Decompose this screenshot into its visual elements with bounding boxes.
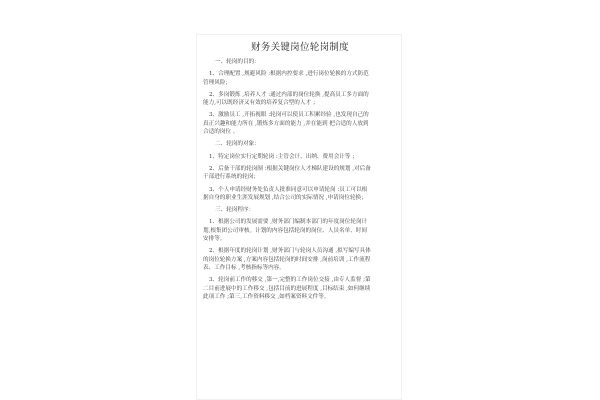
document-line: 1、根据公司的发展需要 ,财务部门编制本部门的年度岗位轮岗计: [209, 219, 368, 226]
document-line: 合适的岗位 。: [203, 129, 239, 136]
document-line: 1、特定岗位实行定期轮岗 :主管会计、出纳、费用会计等 ；: [209, 153, 358, 160]
document-line: 真正兴趣和能力所在 ,锻炼多方面的能力 ,并在能到 把合适的人放到: [203, 120, 369, 127]
document-line: 此项工作 ;第三,工作资料移交 ,如档案资料文件等。: [203, 293, 330, 300]
document-line: 3、激励员工 ,开拓视眼 :轮岗可以使员工积累经验 ,也发现自己的: [209, 112, 369, 119]
document-line: 1、合理配置 ,规避风险 :根据内控要求 ,进行岗位轮换的方式防范: [209, 71, 369, 78]
document-line: 3、个人申请经财务处负责人批准同意可以申请轮岗 :员工可以根: [209, 186, 368, 193]
document-line: 二、轮岗的对象：: [215, 141, 260, 148]
document-line: 一、轮岗的目的：: [215, 59, 260, 65]
document-line: 划,根集团公司审核。计划的内容包括轮岗的岗位、人员名单、时间: [203, 227, 367, 234]
document-line: 管理风险；: [203, 79, 231, 86]
document-line: 的岗位轮换方案 ,方案内容包括轮岗的时间安排 ,岗前培训 ,工作流程: [203, 256, 371, 263]
document-line: 二目前进展中的工作移交 ,包括目前的进展程度 ,目标结束 ,如何继续: [203, 285, 371, 292]
document-line: 干部进行系统的轮岗；: [203, 174, 259, 181]
document-title: 财务关键岗位轮岗制度: [250, 42, 349, 53]
document-line: 表、工作目标 ,考核指标等内容。: [203, 264, 285, 271]
document-line: 2、多岗锻炼 ,培养人才 :通过内部的岗位轮换 ,提高员工多方面的: [209, 91, 369, 98]
document-line: 能力,可以既经济又有效的培养复合型的人才 ；: [203, 100, 319, 107]
document-page: [196, 34, 402, 400]
document-line: 3、轮岗前工作的移交 ,第一,完整的工作岗位交接 ,由专人监督 ;第: [209, 277, 371, 284]
document-line: 三、轮岗程序：: [215, 207, 255, 214]
document-body: [203, 58, 397, 301]
document-line: 2、后备干部的轮岗制 :根据关键岗位人才梯队建设的规划 ,对后备: [209, 165, 371, 172]
document-line: 据自身的职业生涯发展规划 ,结合公司的实际情况 ,申请岗位轮换；: [203, 194, 367, 201]
document-line: 2、根据年度的轮岗计划 ,财务部门与轮岗人员沟通 ,拟写编写具体: [209, 248, 371, 255]
document-line: 安排等。: [203, 236, 226, 243]
